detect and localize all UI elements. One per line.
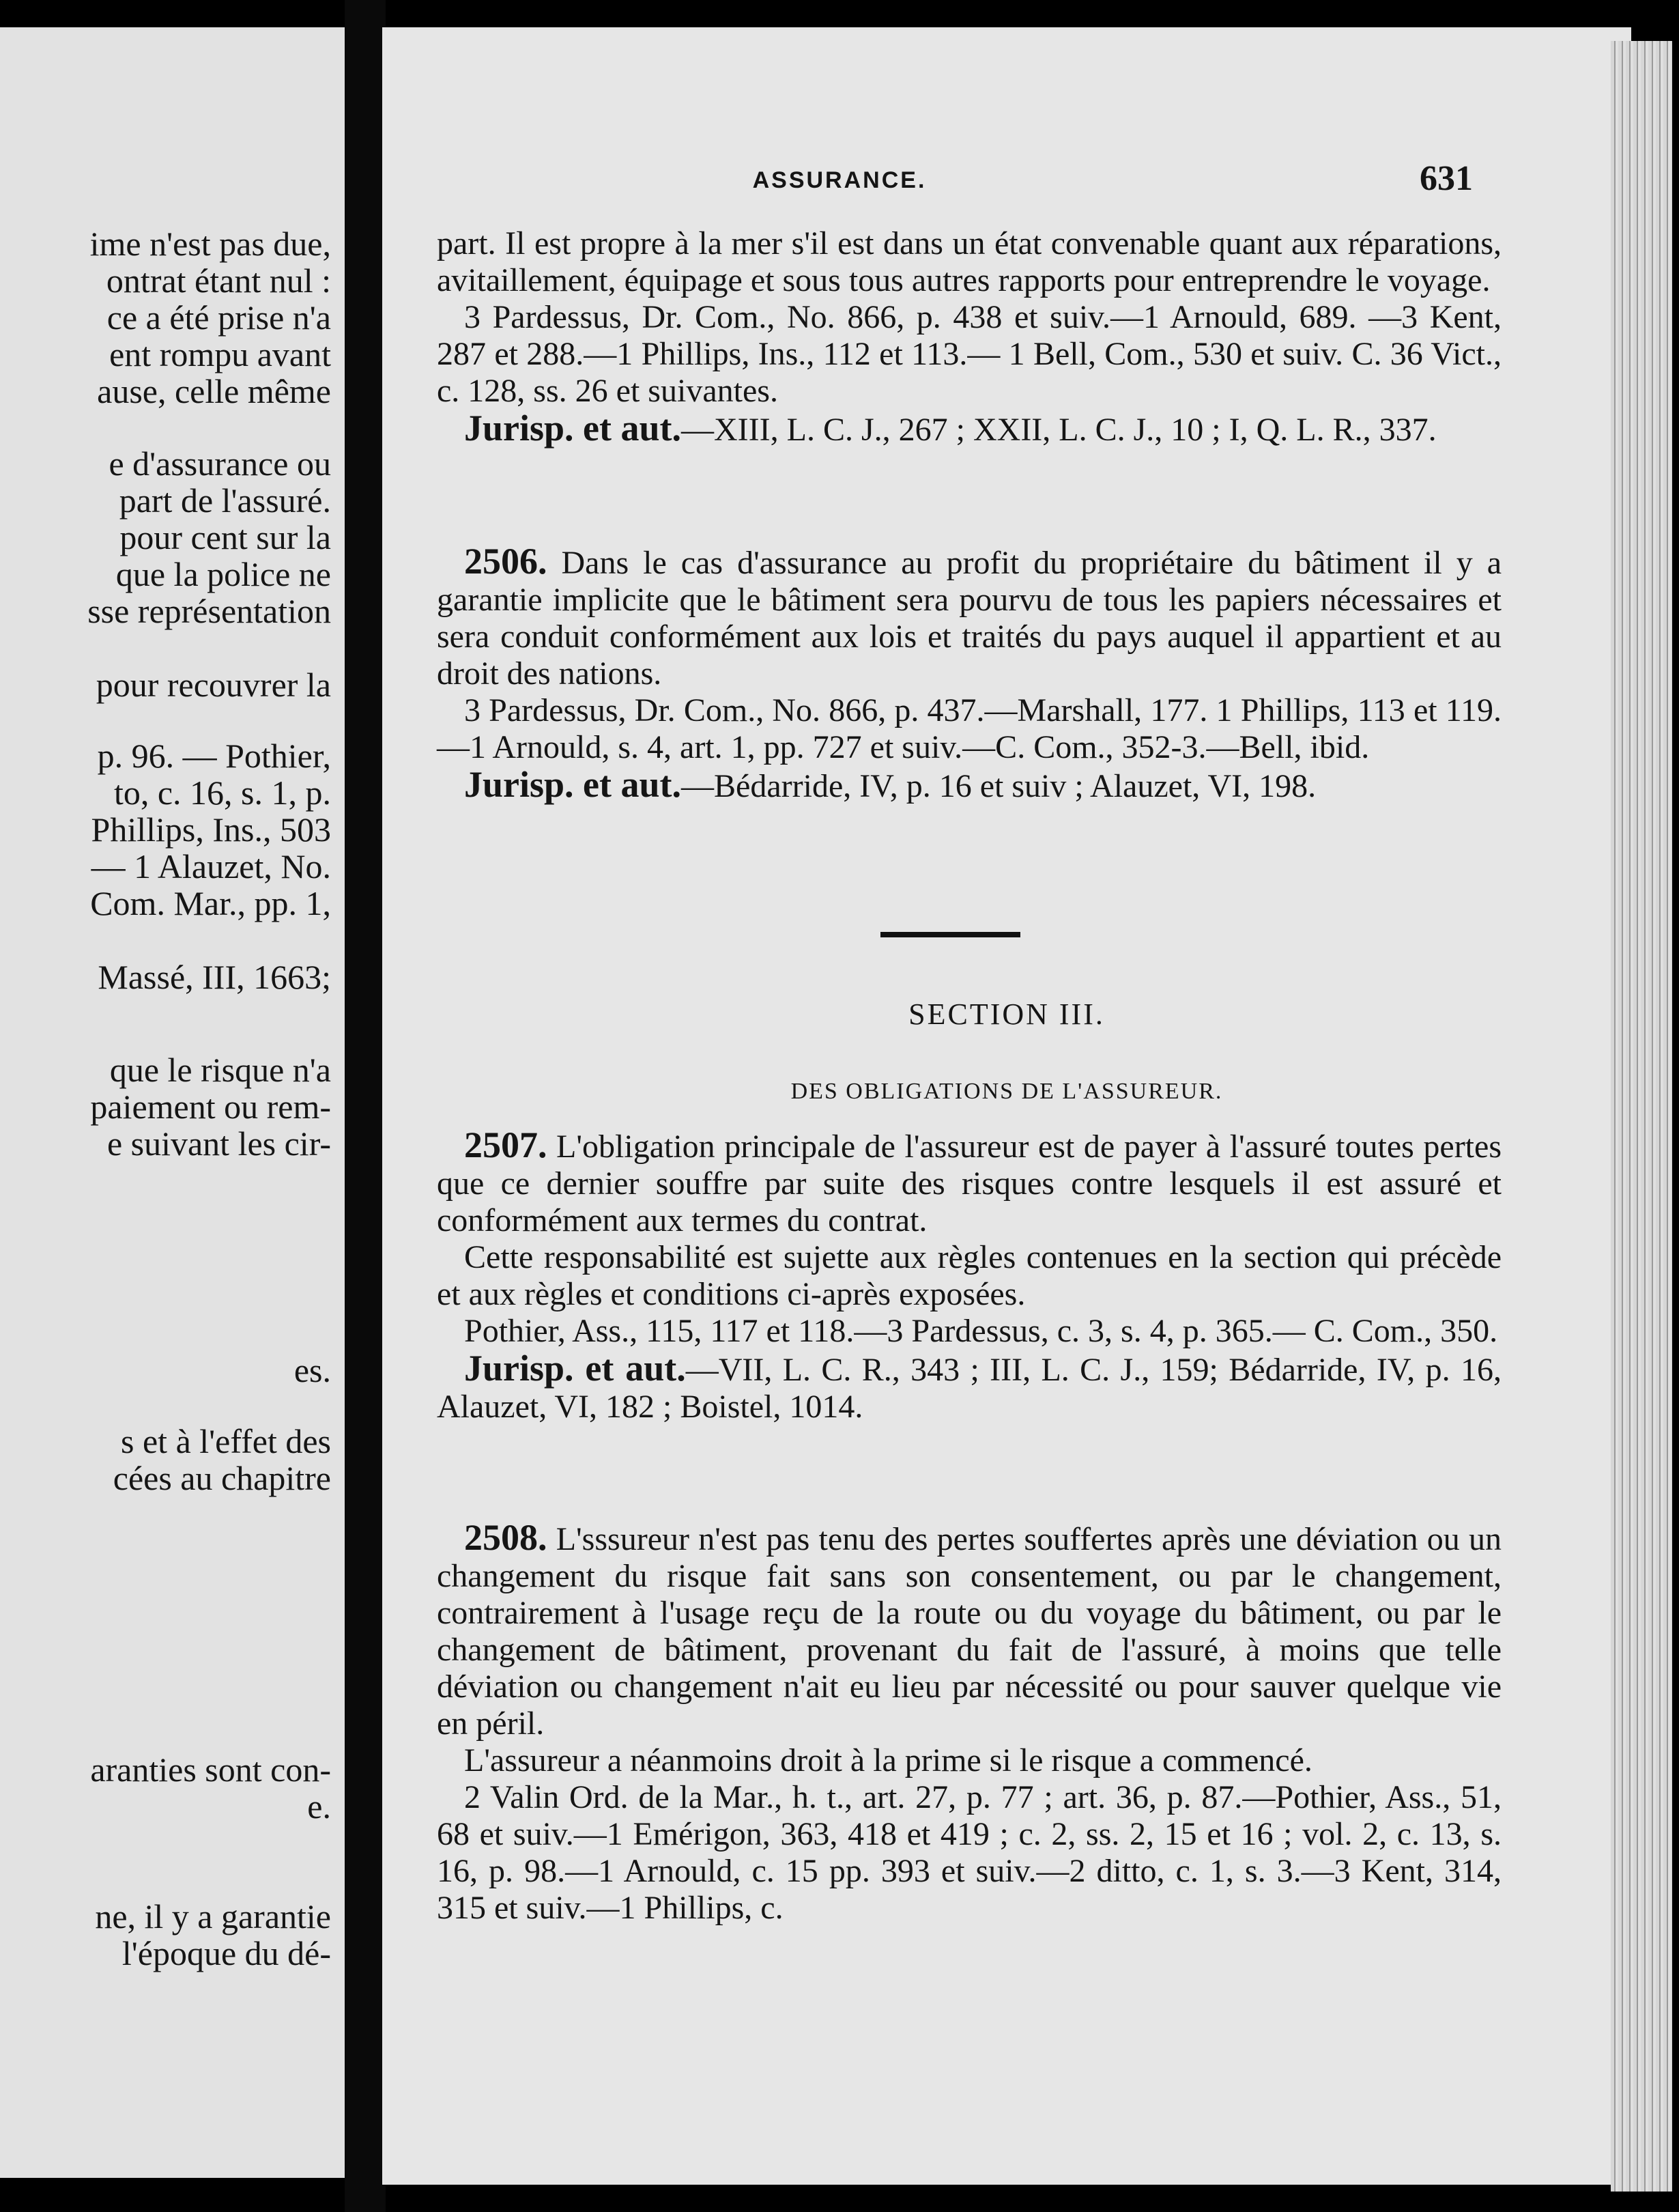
article-text-paragraph <box>437 543 1502 692</box>
article-paragraph: Cette responsabilité est sujette aux règles contenues en la section qui précède et aux règles et conditions ci-après exposées. <box>437 1239 1502 1312</box>
article-number: 2506. <box>464 541 547 582</box>
left-page-line: que le risque n'a <box>109 1051 331 1089</box>
jurisprudence-text: —VII, L. C. R., 343 ; III, L. C. J., 159; Bédarride, IV, p. 16, Alauzet, VI, 182 ; Boistel, 1014. <box>437 1352 1502 1425</box>
left-page-line: ause, celle même <box>97 372 331 410</box>
running-header: ASSURANCE. <box>752 167 927 193</box>
left-page-line: ontrat étant nul : <box>106 261 331 300</box>
left-page-line: es. <box>293 1351 331 1389</box>
left-page-line: sse représentation <box>87 592 331 630</box>
article-2508 <box>437 1519 1502 1927</box>
jurisprudence-label: Jurisp. et aut. <box>464 1348 686 1389</box>
left-page-line: — 1 Alauzet, No. <box>91 847 331 885</box>
article-2506 <box>437 543 1502 805</box>
references-text: 2 Valin Ord. de la Mar., h. t., art. 27, p. 77 ; art. 36, p. 87.—Pothier, Ass., 51, 68 et suiv.—1 Emérigon, 363, 418 et 419 ; c. 2, ss. 2, 15 et 16 ; vol. 2, c. 13, s. 16, p. 98.—1 Arnould, c. 15 pp. 393 et suiv.—2 ditto, c. 1, s. 3.—3 Kent, 314, 315 et suiv.—1 Phillips, c. <box>437 1779 1502 1926</box>
continued-paragraph-block <box>437 225 1502 449</box>
left-page-line: pour cent sur la <box>119 518 331 556</box>
left-page-line: que la police ne <box>115 555 331 593</box>
left-page-line: ime n'est pas due, <box>89 225 331 263</box>
jurisprudence-label: Jurisp. et aut. <box>464 408 682 449</box>
page-number: 631 <box>1420 159 1473 198</box>
left-page-line: e. <box>307 1787 331 1826</box>
references-text: 3 Pardessus, Dr. Com., No. 866, p. 438 et suiv.—1 Arnould, 689. —3 Kent, 287 et 288.—1 Phillips, Ins., 112 et 113.— 1 Bell, Com., 530 et suiv. C. 36 Vict., c. 128, ss. 26 et suivantes. <box>437 299 1502 409</box>
left-facing-page <box>0 27 345 2178</box>
jurisprudence-label: Jurisp. et aut. <box>464 764 682 805</box>
jurisprudence-paragraph <box>437 1350 1502 1426</box>
left-page-line: Massé, III, 1663; <box>98 958 331 996</box>
section-heading: SECTION III. <box>908 997 1105 1031</box>
left-page-line: l'époque du dé- <box>121 1934 331 1972</box>
article-text: L'sssureur n'est pas tenu des pertes souffertes après une déviation ou un changement du risque fait sans son consentement, ou par le changement, contrairement à l'usage reçu de la route ou du voyage du bâtiment, ou par le changement de bâtiment, provenant du fait de l'assuré, à moins que telle déviation ou changement n'ait eu lieu par nécessité ou pour sauver quelque vie en péril. <box>437 1521 1502 1742</box>
left-page-line: aranties sont con- <box>90 1750 331 1789</box>
references-text: Pothier, Ass., 115, 117 et 118.—3 Pardessus, c. 3, s. 4, p. 365.— C. Com., 350. <box>464 1313 1498 1349</box>
section-subheading: DES OBLIGATIONS DE L'ASSUREUR. <box>790 1079 1223 1104</box>
book-gutter <box>345 0 386 2212</box>
left-page-line: p. 96. — Pothier, <box>97 737 331 775</box>
left-page-line: pour recouvrer la <box>96 666 331 704</box>
article-text-paragraph <box>437 1519 1502 1742</box>
left-page-line: ne, il y a garantie <box>95 1897 331 1936</box>
article-number: 2508. <box>464 1517 547 1558</box>
left-page-line: e d'assurance ou <box>109 444 331 483</box>
left-page-line: Phillips, Ins., 503 <box>91 810 331 849</box>
left-page-line: ent rompu avant <box>109 335 331 373</box>
article-text-paragraph <box>437 1126 1502 1239</box>
section-divider-rule <box>880 932 1020 937</box>
jurisprudence-text: —XIII, L. C. J., 267 ; XXII, L. C. J., 10 ; I, Q. L. R., 337. <box>681 412 1437 448</box>
left-page-line: cées au chapitre <box>113 1459 331 1497</box>
left-page-line: ce a été prise n'a <box>106 298 331 337</box>
article-number: 2507. <box>464 1124 547 1165</box>
left-page-line: s et à l'effet des <box>121 1422 331 1460</box>
left-page-line: e suivant les cir- <box>106 1124 331 1163</box>
continued-text: part. Il est propre à la mer s'il est dans un état convenable quant aux réparations, avitaillement, équipage et sous tous autres rapports pour entreprendre le voyage. <box>437 225 1502 298</box>
left-page-line: Com. Mar., pp. 1, <box>90 884 331 922</box>
left-page-line: to, c. 16, s. 1, p. <box>113 774 331 812</box>
article-2507 <box>437 1126 1502 1426</box>
left-page-line: paiement ou rem- <box>90 1088 331 1126</box>
references-text: 3 Pardessus, Dr. Com., No. 866, p. 437.—Marshall, 177. 1 Phillips, 113 et 119.—1 Arnould, s. 4, art. 1, pp. 727 et suiv.—C. Com., 352-3.—Bell, ibid. <box>437 692 1502 765</box>
article-text: L'obligation principale de l'assureur est de payer à l'assuré toutes pertes que ce dernier souffre par suite des risques contre lesquels il est assuré et conformément aux termes du contrat. <box>437 1129 1502 1238</box>
jurisprudence-text: —Bédarride, IV, p. 16 et suiv ; Alauzet, VI, 198. <box>681 768 1317 804</box>
article-text: Dans le cas d'assurance au profit du propriétaire du bâtiment il y a garantie implicite que le bâtiment sera pourvu de tous les papiers nécessaires et sera conduit conformément aux lois et traités du pays auquel il appartient et au droit des nations. <box>437 545 1502 692</box>
left-page-line: part de l'assuré. <box>119 481 331 520</box>
jurisprudence-paragraph <box>437 410 1502 449</box>
jurisprudence-paragraph <box>437 766 1502 805</box>
page-edges <box>1611 41 1672 2192</box>
article-paragraph: L'assureur a néanmoins droit à la prime si le risque a commencé. <box>464 1742 1312 1778</box>
